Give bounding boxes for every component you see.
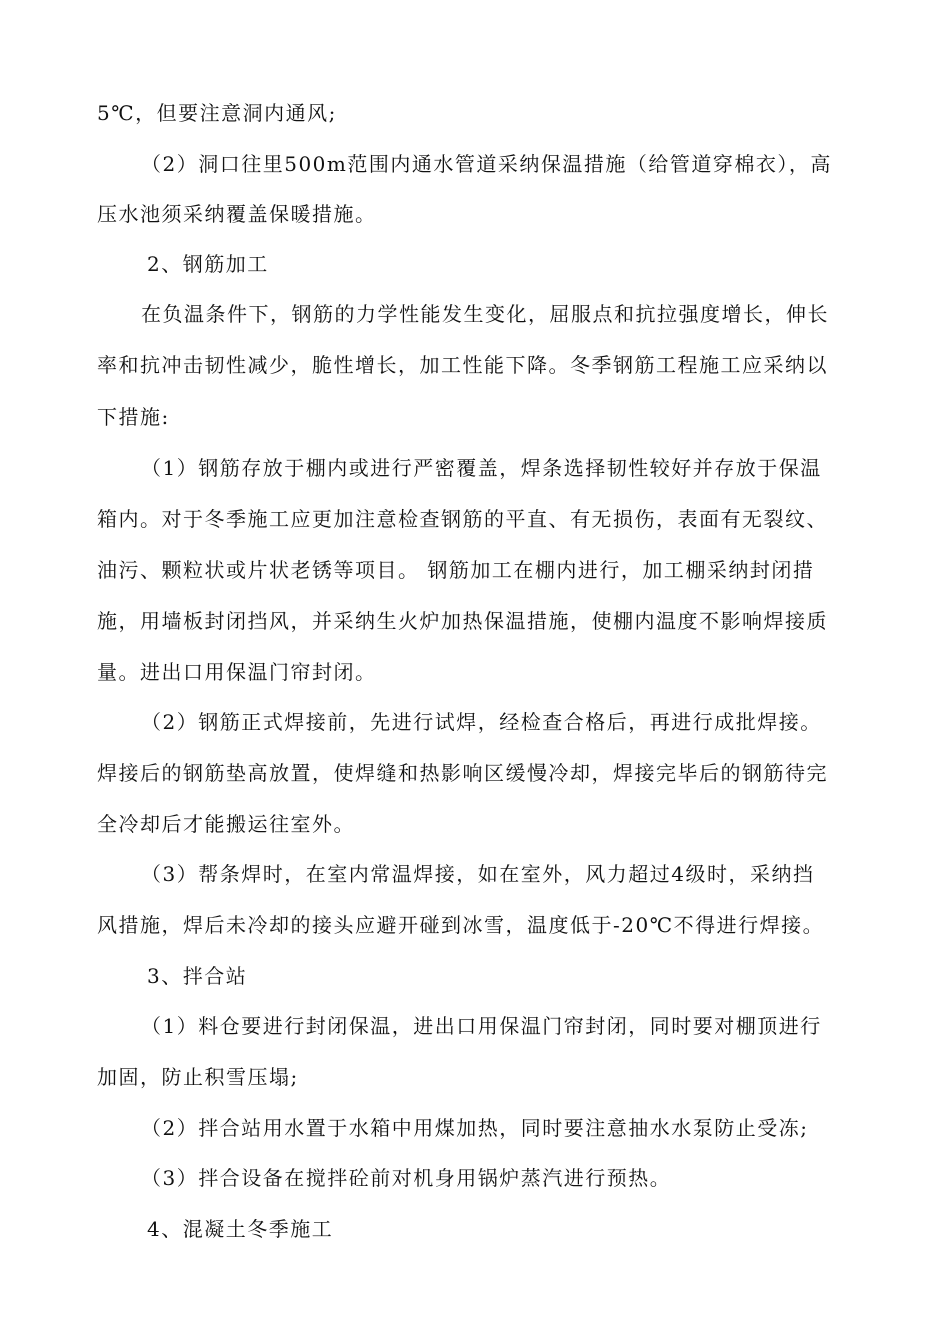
text-line: 风措施，焊后未冷却的接头应避开碰到冰雪，温度低于-20℃不得进行焊接。 xyxy=(97,913,825,937)
text-line: 油污、颗粒状或片状老锈等项目。 钢筋加工在棚内进行，加工棚采纳封闭措 xyxy=(97,558,815,582)
text-line: 焊接后的钢筋垫高放置，使焊缝和热影响区缓慢冷却，焊接完毕后的钢筋待完 xyxy=(97,761,828,785)
text-line: 下措施: xyxy=(97,405,170,429)
text-line: 在负温条件下，钢筋的力学性能发生变化，屈服点和抗拉强度增长，伸长 xyxy=(141,302,829,326)
text-line: （1）钢筋存放于棚内或进行严密覆盖，焊条选择韧性较好并存放于保温 xyxy=(141,456,822,480)
text-line: （2）钢筋正式焊接前，先进行试焊，经检查合格后，再进行成批焊接。 xyxy=(141,710,822,734)
section-heading: 3、拌合站 xyxy=(147,964,248,988)
text-line: 箱内。对于冬季施工应更加注意检查钢筋的平直、有无损伤，表面有无裂纹、 xyxy=(97,507,828,531)
text-line: （3）拌合设备在搅拌砼前对机身用锅炉蒸汽进行预热。 xyxy=(141,1166,672,1190)
text-line: 量。进出口用保温门帘封闭。 xyxy=(97,660,377,684)
text-line: （2）洞口往里500m范围内通水管道采纳保温措施（给管道穿棉衣），高 xyxy=(141,152,832,176)
text-line: 5℃，但要注意洞内通风; xyxy=(97,101,337,125)
section-heading: 2、钢筋加工 xyxy=(147,252,269,276)
text-line: （1）料仓要进行封闭保温，进出口用保温门帘封闭，同时要对棚顶进行 xyxy=(141,1014,822,1038)
text-line: 全冷却后才能搬运往室外。 xyxy=(97,812,355,836)
text-line: 率和抗冲击韧性减少，脆性增长，加工性能下降。冬季钢筋工程施工应采纳以 xyxy=(97,353,828,377)
section-heading: 4、混凝土冬季施工 xyxy=(147,1217,334,1241)
text-line: （3）帮条焊时，在室内常温焊接，如在室外，风力超过4级时，采纳挡 xyxy=(141,862,815,886)
text-line: （2）拌合站用水置于水箱中用煤加热，同时要注意抽水水泵防止受冻; xyxy=(141,1116,809,1140)
text-line: 施，用墙板封闭挡风，并采纳生火炉加热保温措施，使棚内温度不影响焊接质 xyxy=(97,609,828,633)
text-line: 加固，防止积雪压塌; xyxy=(97,1065,299,1089)
text-line: 压水池须采纳覆盖保暖措施。 xyxy=(97,202,377,226)
